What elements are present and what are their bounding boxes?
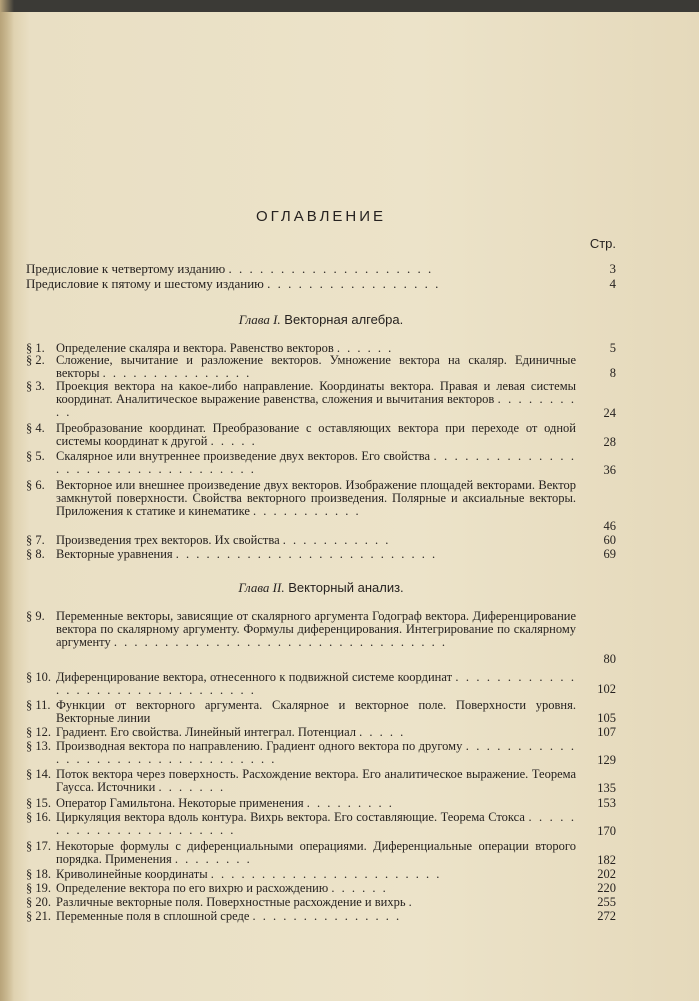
section-title: Определение скаляра и вектора. Равенство векторов (56, 341, 334, 355)
leader-dots: . . . . . . . . . . . . . . . . . . . . (228, 262, 434, 276)
section-number: § 19. (26, 881, 51, 895)
page-number: 255 (597, 895, 616, 909)
leader-dots: . . . . . . . . . . . . . . . . . . . . . . . (210, 867, 442, 881)
section-title: Проекция вектора на какое-либо направление. Координаты вектора. Правая и левая системы координат. Аналитическое выражение равенства, сложения и вычитания векторов (56, 379, 576, 407)
page-number: 8 (609, 366, 616, 380)
page-number: 80 (603, 652, 616, 666)
leader-dots: . . . . . . . . . . . . . . . . . . . . . . . . . . . . . . . . . (56, 739, 576, 767)
leader-dots: . . . . . . . . . . . . . . . . . . . . . . . . . . . . . . . . . (113, 635, 447, 650)
page-number: 107 (597, 725, 616, 739)
leader-dots: . . . . . . . . . . . . . . . (252, 909, 402, 923)
page-number: 5 (609, 341, 616, 355)
section-title: Производная вектора по направлению. Градиент одного вектора по другому (56, 739, 463, 753)
section-title: Криволинейные координаты (56, 867, 208, 881)
page-number: 46 (603, 519, 616, 533)
section-title: Векторное или внешнее произведение двух векторов. Изображение площадей векторами. Вектор замкнутой поверхности. Свойства векторного произведения. Полярные и аксиальные векторы. Приложения к статике и кинематике (56, 478, 576, 519)
section-number: § 8. (26, 547, 45, 561)
section-number: § 3. (26, 379, 45, 393)
section-number: § 20. (26, 895, 51, 909)
page-number: 24 (603, 406, 616, 420)
page-number: 69 (603, 547, 616, 561)
page-gutter-shadow (0, 0, 14, 1001)
leader-dots: . . . . . . (336, 341, 394, 355)
chapter-label: Глава II. (238, 580, 285, 595)
section-number: § 11. (26, 698, 51, 712)
section-title: Градиент. Его свойства. Линейный интеграл. Потенциал (56, 725, 356, 739)
section-title: Произведения трех векторов. Их свойства (56, 533, 280, 547)
section-title: Диференцирование вектора, отнесенного к подвижной системе координат (56, 670, 453, 684)
page-number: 220 (597, 881, 616, 895)
chapter-label: Глава I. (238, 312, 281, 327)
page-column-header: Стр. (589, 236, 616, 251)
page-number: 272 (597, 909, 616, 923)
section-title: Определение вектора по его вихрю и расхождению (56, 881, 329, 895)
page-number: 105 (597, 711, 616, 725)
section-number: § 16. (26, 810, 51, 824)
chapter-name: Векторный анализ. (288, 580, 404, 595)
leader-dots: . . . . . . . . . . . . . . . . . . . . . . . . . . . . . . . . . . (56, 449, 577, 477)
chapter-name: Векторная алгебра. (284, 312, 404, 327)
preface-title: Предисловие к пятому и шестому изданию (26, 277, 264, 291)
section-number: § 15. (26, 796, 51, 810)
chapter-heading (26, 580, 616, 596)
preface-title: Предисловие к четвертому изданию (26, 262, 226, 276)
page-number: 129 (597, 753, 616, 767)
leader-dots: . . . . . . . . . . . . . . . . . . . . . . . (56, 810, 577, 838)
section-title: Переменные поля в сплошной среде (56, 909, 250, 923)
section-number: § 4. (26, 421, 45, 435)
section-title: Переменные векторы, зависящие от скалярного аргумента Годограф вектора. Диференцирование вектора по скалярному аргументу. Формулы диференцирования. Интегрирование по скалярному аргументу (56, 609, 576, 650)
leader-dots: . . . . . (359, 725, 406, 739)
leader-dots: . . . . . . . (158, 780, 226, 795)
section-number: § 12. (26, 725, 51, 739)
leader-dots: . . . . . . . . . . . (282, 533, 391, 547)
toc-title: ОГЛАВЛЕНИЕ (255, 208, 387, 225)
section-title: Векторные уравнения (56, 547, 173, 561)
page-number: 3 (609, 261, 616, 276)
section-number: § 21. (26, 909, 51, 923)
leader-dots: . . . . . . . . . . . . . . . . . . . . . . . . . . . . . . . . (56, 670, 577, 698)
section-title: Функции от векторного аргумента. Скалярное и векторное поле. Поверхности уровня. Векторные линии (56, 698, 576, 726)
section-title: Поток вектора через поверхность. Расхождение вектора. Его аналитическое выражение. Теорема Гаусса. Источники (56, 767, 576, 795)
page-number: 36 (603, 463, 616, 477)
page-number: 60 (603, 533, 616, 547)
section-number: § 17. (26, 839, 51, 853)
section-number: § 1. (26, 341, 45, 355)
section-number: § 18. (26, 867, 51, 881)
section-title: Скалярное или внутреннее произведение двух векторов. Его свойства (56, 449, 431, 463)
section-title: Некоторые формулы с диференциальными операциями. Диференциальные операции второго порядка. Применения (56, 839, 576, 867)
leader-dots: . . . . . . . . . . . . . . . (102, 366, 252, 381)
section-number: § 6. (26, 478, 45, 492)
section-number: § 7. (26, 533, 45, 547)
section-title: Оператор Гамильтона. Некоторые применения (56, 796, 304, 810)
page-number: 153 (597, 796, 616, 810)
section-number: § 9. (26, 609, 45, 623)
page-number: 202 (597, 867, 616, 881)
scan-edge (0, 0, 699, 12)
page-number: 135 (597, 781, 616, 795)
leader-dots: . . . . . . . . . . . . . . . . . . . . . . . . . . (175, 547, 438, 561)
leader-dots: . . . . . . . . (174, 852, 252, 867)
page-number: 170 (597, 824, 616, 838)
chapter-heading (26, 312, 616, 328)
section-title: Сложение, вычитание и разложение векторов. Умножение вектора на скаляр. Единичные векторы (56, 353, 576, 381)
section-number: § 13. (26, 739, 51, 753)
section-title: Преобразование координат. Преобразование с оставляющих вектора при переходе от одной системы координат к другой (56, 421, 576, 449)
leader-dots: . . . . . (210, 434, 257, 449)
page-number: 4 (609, 276, 616, 291)
section-number: § 5. (26, 449, 45, 463)
page-number: 102 (597, 682, 616, 696)
leader-dots: . (408, 895, 414, 909)
leader-dots: . . . . . . . . . . . . . . . . . (267, 277, 441, 291)
section-number: § 10. (26, 670, 51, 684)
section-title: Циркуляция вектора вдоль контура. Вихрь вектора. Его составляющие. Теорема Стокса (56, 810, 525, 824)
section-number: § 2. (26, 353, 45, 367)
leader-dots: . . . . . . (331, 881, 388, 895)
leader-dots: . . . . . . . . . . . (253, 504, 361, 519)
page-number: 182 (597, 853, 616, 867)
section-number: § 14. (26, 767, 51, 781)
leader-dots: . . . . . . . . . . (56, 392, 577, 420)
leader-dots: . . . . . . . . . (306, 796, 394, 810)
section-title: Различные векторные поля. Поверхностные расхождение и вихрь (56, 895, 406, 909)
page-number: 28 (603, 435, 616, 449)
